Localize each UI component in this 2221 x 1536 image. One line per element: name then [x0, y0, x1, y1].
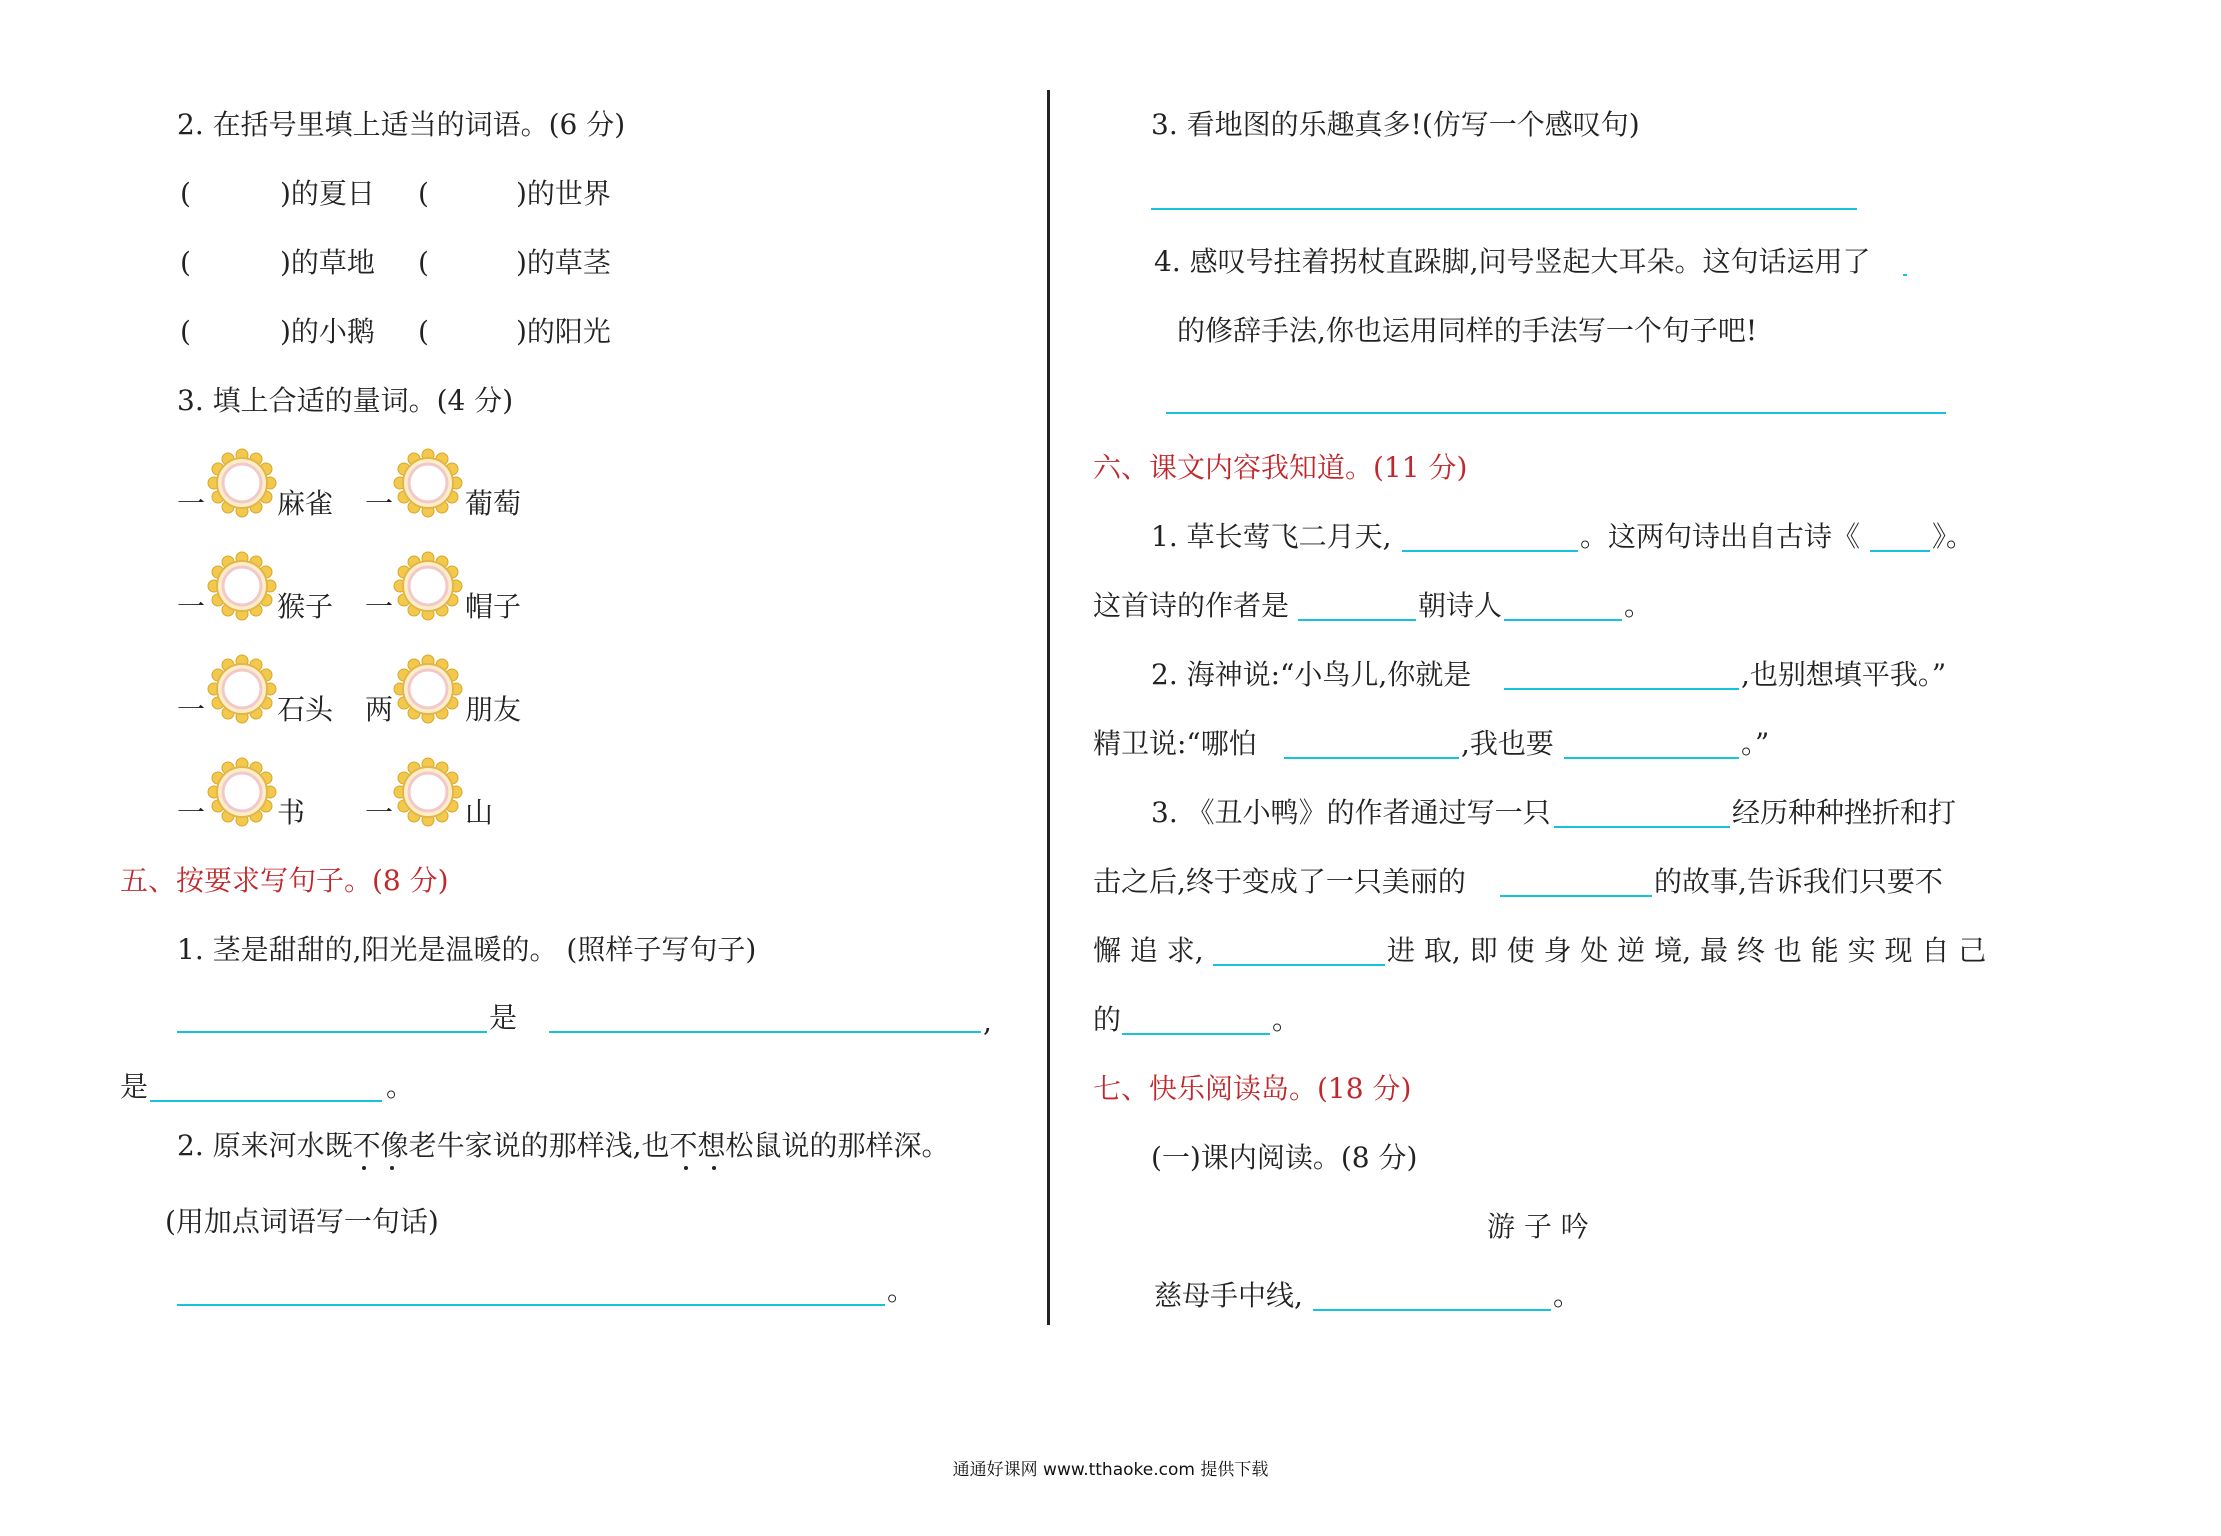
s6-q3-f: 进 取, 即 使 身 处 逆 境, 最 终 也 能 实 现 自 己 [1387, 934, 1987, 967]
s5-q1-comma: , [983, 1005, 992, 1038]
s6-q3-b: 经历种种挫折和打 [1732, 796, 1957, 829]
answer-blank[interactable] [1870, 550, 1930, 552]
s6-q3-e: 懈 追 求, [1093, 934, 1204, 967]
s6-q1-b: 。这两句诗出自古诗《 [1580, 520, 1861, 553]
section-7-title: 七、快乐阅读岛。(18 分) [1093, 1072, 1412, 1105]
flower-blank-icon[interactable] [393, 551, 463, 621]
s6-q3-c: 击之后,终于变成了一只美丽的 [1093, 865, 1466, 898]
s6-q3-a: 3. 《丑小鸭》的作者通过写一只 [1151, 796, 1551, 829]
s6-q3-d: 的故事,告诉我们只要不 [1654, 865, 1943, 898]
answer-blank[interactable] [549, 1031, 981, 1033]
emphasis-dot [362, 1166, 366, 1170]
measure-prefix: 一 [177, 590, 206, 623]
footer-watermark: 通通好课网 www.tthaoke.com 提供下载 [952, 1460, 1269, 1480]
answer-blank[interactable] [1284, 757, 1459, 759]
section-6-title: 六、课文内容我知道。(11 分) [1093, 451, 1468, 484]
phrase-world: )的世界 [516, 177, 611, 210]
measure-word: 书 [277, 796, 306, 829]
phrase-gosling: )的小鹅 [280, 315, 375, 348]
measure-prefix: 一 [177, 487, 206, 520]
s6-q2-c: 精卫说:“哪怕 [1093, 727, 1257, 760]
s5-q1-shi2: 是 [120, 1070, 149, 1103]
s6-q1-a: 1. 草长莺飞二月天, [1151, 520, 1392, 553]
section-5-title: 五、按要求写句子。(8 分) [120, 864, 449, 897]
flower-blank-icon[interactable] [207, 551, 277, 621]
s5-q2: 2. 原来河水既不像老牛家说的那样浅,也不想松鼠说的那样深。 [177, 1129, 950, 1162]
s5-q1-shi: 是 [489, 1001, 518, 1034]
phrase-summer-day: )的夏日 [280, 177, 375, 210]
measure-prefix: 一 [177, 693, 206, 726]
measure-prefix: 一 [365, 487, 394, 520]
emphasis-dot [390, 1166, 394, 1170]
column-divider [1047, 90, 1050, 1325]
answer-blank[interactable] [1504, 688, 1739, 690]
phrase-grass: )的草地 [280, 246, 375, 279]
answer-blank[interactable] [1151, 208, 1857, 210]
measure-word: 葡萄 [465, 487, 522, 520]
measure-word: 麻雀 [277, 487, 334, 520]
paren-open: ( [180, 177, 191, 210]
answer-blank[interactable] [1213, 964, 1385, 966]
r-q4-line2: 的修辞手法,你也运用同样的手法写一个句子吧! [1177, 314, 1758, 347]
flower-blank-icon[interactable] [393, 757, 463, 827]
measure-word: 朋友 [465, 693, 522, 726]
answer-blank[interactable] [1504, 619, 1622, 621]
answer-blank[interactable] [1402, 550, 1578, 552]
answer-blank[interactable] [150, 1100, 382, 1102]
q3-title: 3. 填上合适的量词。(4 分) [177, 384, 514, 417]
flower-blank-icon[interactable] [207, 757, 277, 827]
emphasis-dot [684, 1166, 688, 1170]
s7-subsection: (一)课内阅读。(8 分) [1151, 1141, 1418, 1174]
poem-end: 。 [1553, 1279, 1582, 1312]
answer-blank[interactable] [1903, 274, 1907, 276]
s6-q2-a: 2. 海神说:“小鸟儿,你就是 [1151, 658, 1472, 691]
flower-blank-icon[interactable] [393, 448, 463, 518]
flower-blank-icon[interactable] [207, 448, 277, 518]
s6-q2-d: ,我也要 [1461, 727, 1554, 760]
s6-q3-h: 。 [1272, 1003, 1301, 1036]
emphasis-dot [712, 1166, 716, 1170]
paren-open: ( [418, 246, 429, 279]
measure-word: 石头 [277, 693, 334, 726]
s6-q1-e: 朝诗人 [1418, 589, 1503, 622]
paren-open: ( [180, 246, 191, 279]
measure-word: 山 [465, 796, 494, 829]
s6-q2-e: 。” [1741, 727, 1770, 760]
answer-blank[interactable] [1554, 826, 1730, 828]
measure-prefix: 一 [177, 796, 206, 829]
r-q4-line1: 4. 感叹号拄着拐杖直跺脚,问号竖起大耳朵。这句话运用了 [1154, 245, 1871, 278]
answer-blank[interactable] [1564, 757, 1739, 759]
s6-q2-b: ,也别想填平我。” [1741, 658, 1947, 691]
s6-q1-c: 》。 [1932, 520, 1975, 553]
s5-q1: 1. 茎是甜甜的,阳光是温暖的。 (照样子写句子) [177, 933, 757, 966]
s5-q1-end: 。 [386, 1070, 415, 1103]
flower-blank-icon[interactable] [207, 654, 277, 724]
measure-word: 猴子 [277, 590, 334, 623]
answer-blank[interactable] [1313, 1309, 1551, 1311]
phrase-sunshine: )的阳光 [516, 315, 611, 348]
paren-open: ( [418, 315, 429, 348]
measure-word: 帽子 [465, 590, 522, 623]
s6-q3-g: 的 [1093, 1003, 1122, 1036]
poem-title: 游 子 吟 [1487, 1210, 1589, 1243]
s6-q1-f: 。 [1624, 589, 1653, 622]
s5-q2-end: 。 [887, 1274, 916, 1307]
poem-line: 慈母手中线, [1154, 1279, 1303, 1312]
answer-blank[interactable] [1166, 412, 1946, 414]
paren-open: ( [418, 177, 429, 210]
answer-blank[interactable] [1298, 619, 1416, 621]
answer-blank[interactable] [1500, 895, 1652, 897]
measure-prefix: 两 [365, 693, 394, 726]
s6-q1-d: 这首诗的作者是 [1093, 589, 1290, 622]
answer-blank[interactable] [1122, 1033, 1270, 1035]
s5-q2-hint: (用加点词语写一句话) [165, 1205, 439, 1238]
measure-prefix: 一 [365, 590, 394, 623]
answer-blank[interactable] [177, 1304, 885, 1306]
paren-open: ( [180, 315, 191, 348]
r-q3: 3. 看地图的乐趣真多!(仿写一个感叹句) [1151, 108, 1640, 141]
measure-prefix: 一 [365, 796, 394, 829]
flower-blank-icon[interactable] [393, 654, 463, 724]
q2-title: 2. 在括号里填上适当的词语。(6 分) [177, 108, 626, 141]
phrase-grass-stem: )的草茎 [516, 246, 611, 279]
answer-blank[interactable] [177, 1031, 487, 1033]
